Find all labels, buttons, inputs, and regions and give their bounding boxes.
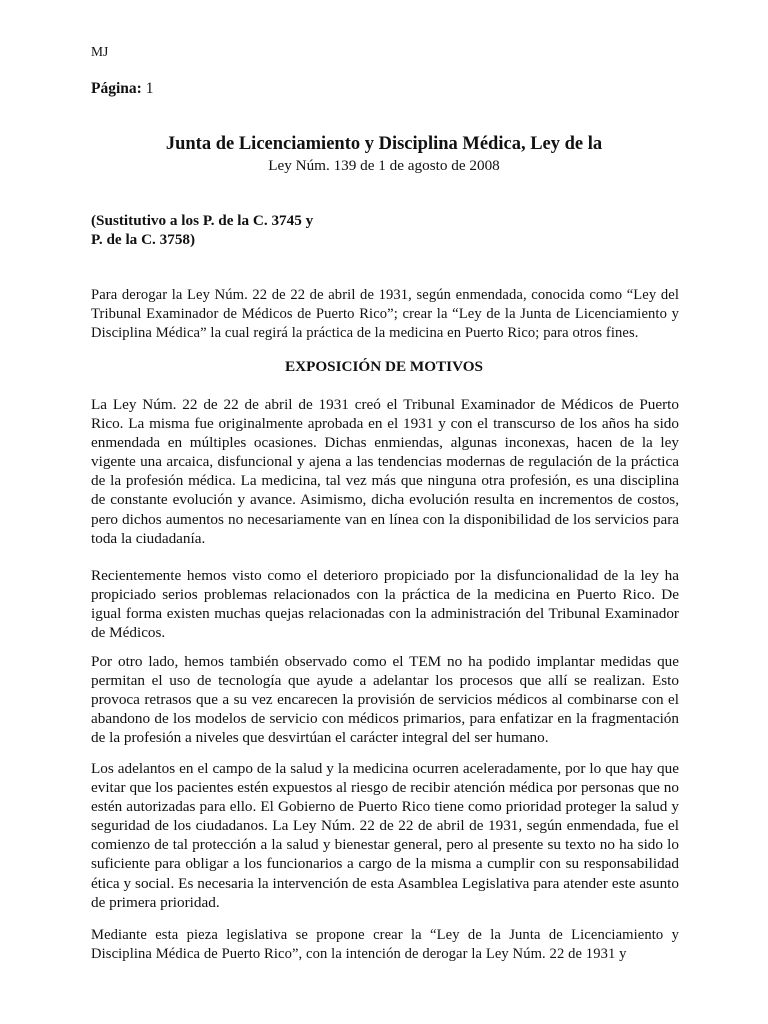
body-paragraph-3: Por otro lado, hemos también observado como el TEM no ha podido implantar medidas que permitan el uso de tecnología que ayude a adelantar los procesos que allí se realizan. Esto provoca retrasos que a su vez encarecen la provisión de servicios médicos al combinarse con el abandono de los modelos de servicio con médicos primarios, para enfatizar en la fragmentación de la profesión a niveles que desvirtúan el carácter integral del ser humano.	[91, 653, 679, 747]
body-paragraph-4: Los adelantos en el campo de la salud y la medicina ocurren aceleradamente, por lo que hay que evitar que los pacientes estén expuestos al riesgo de recibir atención médica por personas que no estén autorizadas para ello. El Gobierno de Puerto Rico tiene como prioridad proteger la salud y seguridad de los ciudadanos. La Ley Núm. 22 de 22 de abril de 1931, según enmendada, fue el comienzo de tal protección a la salud y bienestar general, pero al presente su texto no ha sido lo suficiente para obligar a los funcionarios a cargo de la misma a cumplir con su responsabilidad ética y social. Es necesaria la intervención de esta Asamblea Legislativa para atender este asunto de primera prioridad.	[91, 760, 679, 911]
document-subtitle: Ley Núm. 139 de 1 de agosto de 2008	[268, 157, 500, 174]
header-initials: MJ	[91, 44, 109, 59]
document-title: Junta de Licenciamiento y Disciplina Médica, Ley de la	[165, 134, 603, 154]
page-number-line	[91, 80, 153, 98]
body-paragraph-2: Recientemente hemos visto como el deterioro propiciado por la disfuncionalidad de la ley ha propiciado serios problemas relacionados con la práctica de la medicina en Puerto Rico. De igual forma existen muchas quejas relacionadas con la administración del Tribunal Examinador de Médicos.	[91, 567, 679, 642]
body-paragraph-5: Mediante esta pieza legislativa se propone crear la “Ley de la Junta de Licenciamiento y Disciplina Médica de Puerto Rico”, con la intención de derogar la Ley Núm. 22 de 1931 y	[91, 927, 679, 963]
substitute-line-1: (Sustitutivo a los P. de la C. 3745 y	[91, 212, 314, 229]
section-heading: EXPOSICIÓN DE MOTIVOS	[284, 358, 483, 375]
substitute-line-2: P. de la C. 3758)	[91, 231, 196, 248]
page-label: Página:	[91, 80, 142, 97]
substitute-note	[91, 211, 313, 249]
intro-paragraph: Para derogar la Ley Núm. 22 de 22 de abril de 1931, según enmendada, conocida como “Ley del Tribunal Examinador de Médicos de Puerto Rico”; crear la “Ley de la Junta de Licenciamiento y Disciplina Médica” la cual regirá la práctica de la medicina en Puerto Rico; para otros fines.	[91, 287, 679, 342]
body-paragraph-1: La Ley Núm. 22 de 22 de abril de 1931 creó el Tribunal Examinador de Médicos de Puerto Rico. La misma fue originalmente aprobada en el 1931 y con el transcurso de los años ha sido enmendada en múltiples ocasiones. Dichas enmiendas, algunas inconexas, hacen de la ley vigente una arcaica, disfuncional y ajena a las tendencias modernas de regulación de la práctica de la profesión médica. La medicina, tal vez más que ninguna otra profesión, es una disciplina de constante evolución y avance. Asimismo, dicha evolución resulta en incrementos de costos, pero dichos aumentos no necesariamente van en línea con la disponibilidad de los servicios para toda la ciudadanía.	[91, 396, 679, 547]
page-number: 1	[145, 80, 154, 97]
